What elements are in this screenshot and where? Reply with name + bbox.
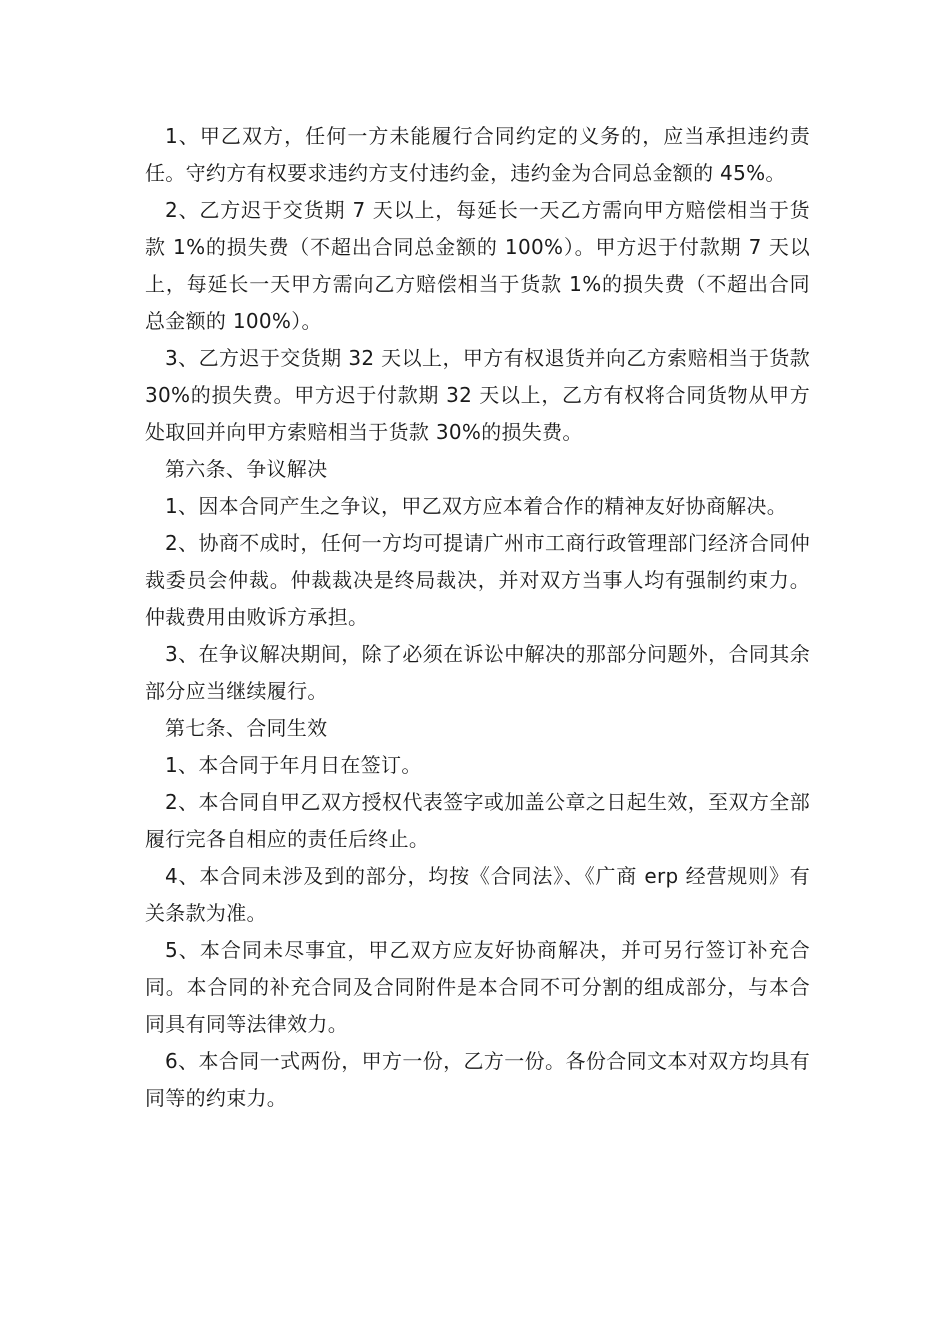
clause-effect-1: 1、本合同于年月日在签订。 bbox=[165, 753, 422, 777]
clause-effect-6: 6、本合同一式两份，甲方一份，乙方一份。各份合同文本对双方均具有同等的约束力。 bbox=[145, 1049, 810, 1110]
clause-effect-4: 4、本合同未涉及到的部分，均按《合同法》、《广商 erp 经营规则》有关条款为准。 bbox=[145, 864, 810, 925]
clause-effect-5: 5、本合同未尽事宜，甲乙双方应友好协商解决，并可另行签订补充合同。本合同的补充合同及合同附件是本合同不可分割的组成部分，与本合同具有同等法律效力。 bbox=[145, 938, 810, 1036]
clause-liability-1: 1、甲乙双方，任何一方未能履行合同约定的义务的，应当承担违约责任。守约方有权要求违约方支付违约金，违约金为合同总金额的 45%。 bbox=[145, 124, 810, 185]
document-body bbox=[145, 118, 810, 1117]
clause-effect-2: 2、本合同自甲乙双方授权代表签字或加盖公章之日起生效，至双方全部履行完各自相应的责任后终止。 bbox=[145, 790, 810, 851]
clause-dispute-3: 3、在争议解决期间，除了必须在诉讼中解决的那部分问题外，合同其余部分应当继续履行。 bbox=[145, 642, 810, 703]
section-heading-effect: 第七条、合同生效 bbox=[165, 716, 328, 740]
clause-liability-2: 2、乙方迟于交货期 7 天以上，每延长一天乙方需向甲方赔偿相当于货款 1%的损失费（不超出合同总金额的 100%）。甲方迟于付款期 7 天以上，每延长一天甲方需向乙方赔偿相当于货款 1%的损失费（不超出合同总金额的 100%）。 bbox=[145, 198, 810, 333]
section-heading-dispute: 第六条、争议解决 bbox=[165, 457, 328, 481]
clause-liability-3: 3、乙方迟于交货期 32 天以上，甲方有权退货并向乙方索赔相当于货款 30%的损失费。甲方迟于付款期 32 天以上，乙方有权将合同货物从甲方处取回并向甲方索赔相当于货款 30%的损失费。 bbox=[145, 346, 810, 444]
clause-dispute-1: 1、因本合同产生之争议，甲乙双方应本着合作的精神友好协商解决。 bbox=[165, 494, 788, 518]
clause-dispute-2: 2、协商不成时，任何一方均可提请广州市工商行政管理部门经济合同仲裁委员会仲裁。仲裁裁决是终局裁决，并对双方当事人均有强制约束力。仲裁费用由败诉方承担。 bbox=[145, 531, 810, 629]
